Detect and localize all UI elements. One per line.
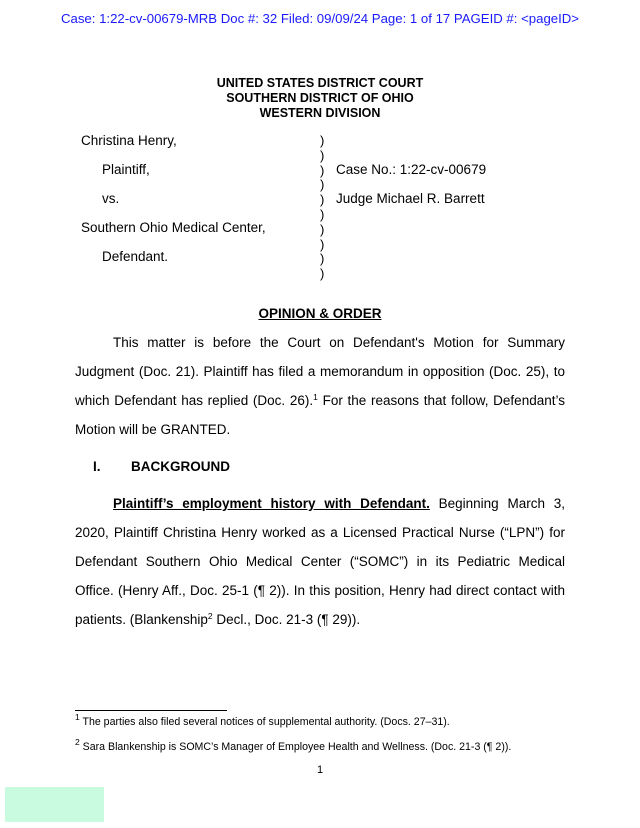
caption-paren: ) <box>320 236 325 252</box>
caption-paren: ) <box>320 251 325 267</box>
section-heading: BACKGROUND <box>131 459 230 474</box>
intro-text-cont: For the reasons that follow, Defendant’s Motion will be GRANTED. <box>75 393 565 437</box>
section-number: I. <box>93 459 101 474</box>
footnote-text: The parties also filed several notices of supplemental authority. (Docs. 27–31). <box>79 716 450 728</box>
caption-paren: ) <box>320 221 325 237</box>
plaintiff-role: Plaintiff, <box>102 162 150 177</box>
district-name: SOUTHERN DISTRICT OF OHIO <box>226 91 414 105</box>
caption-paren: ) <box>320 133 325 148</box>
case-header: Case: 1:22-cv-00679-MRB Doc #: 32 Filed: 09/09/24 Page: 1 of 17 PAGEID #: <pageID> <box>60 11 580 26</box>
footnote-ref-2[interactable]: 2 <box>207 611 213 621</box>
employment-text: Beginning March 3, 2020, Plaintiff Christina Henry worked as a Licensed Practical Nurse (“LPN”) for Defendant Southern Ohio Medical Center (“SOMC”) in its Pediatric Medical Office. (Henry Aff., Doc. 25-1 (¶ 2)). In this position, Henry had direct contact with patients. (Blankenship <box>75 496 565 627</box>
page-number: 1 <box>316 764 324 776</box>
employment-heading: Plaintiff’s employment history with Defendant. <box>113 496 430 511</box>
plaintiff-name: Christina Henry, <box>81 133 177 148</box>
versus-label: vs. <box>102 191 120 206</box>
employment-text-cont: Decl., Doc. 21-3 (¶ 29)). <box>212 612 361 627</box>
footnote-1 <box>75 712 450 728</box>
footnote-divider <box>75 710 227 711</box>
footnote-number: 2 <box>75 737 80 747</box>
intro-text: This matter is before the Court on Defendant's Motion for Summary Judgment (Doc. 21). Plaintiff has filed a memorandum in opposition (Doc. 25), to which Defendant has replied (Doc. 26). <box>75 335 565 408</box>
division-name: WESTERN DIVISION <box>259 106 381 120</box>
defendant-name: Southern Ohio Medical Center, <box>81 220 266 235</box>
caption-paren: ) <box>320 177 325 193</box>
footnote-2 <box>75 737 512 753</box>
sticky-note[interactable] <box>5 787 104 822</box>
footnote-ref-1[interactable]: 1 <box>313 392 318 402</box>
caption-paren: ) <box>320 206 325 222</box>
case-number: Case No.: 1:22-cv-00679 <box>336 162 487 177</box>
intro-paragraph <box>75 328 565 444</box>
court-name: UNITED STATES DISTRICT COURT <box>216 76 424 90</box>
caption-paren: ) <box>320 162 325 178</box>
caption-paren: ) <box>320 192 325 208</box>
employment-paragraph <box>75 489 565 634</box>
footnote-text: Sara Blankenship is SOMC’s Manager of Employee Health and Wellness. (Doc. 21-3 (¶ 2)). <box>79 741 512 753</box>
footnote-number: 1 <box>75 712 80 722</box>
document-title: OPINION & ORDER <box>258 306 382 321</box>
caption-paren: ) <box>320 266 325 282</box>
caption-divider <box>320 134 324 282</box>
court-heading <box>0 76 640 121</box>
caption-paren: ) <box>320 147 325 163</box>
judge-name: Judge Michael R. Barrett <box>336 191 485 206</box>
defendant-role: Defendant. <box>102 249 169 264</box>
